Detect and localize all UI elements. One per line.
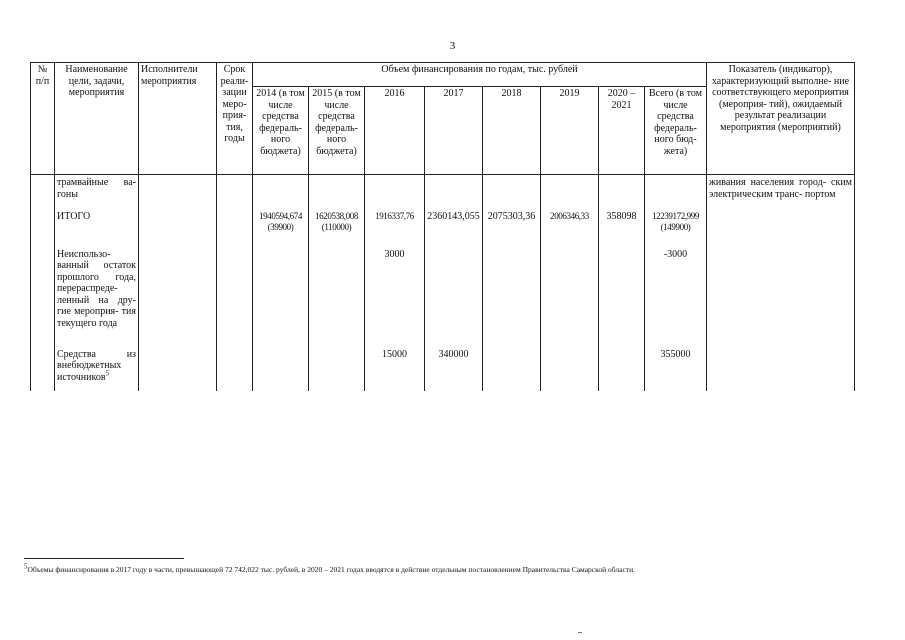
financing-table	[30, 62, 855, 391]
header-2017: 2017	[425, 87, 483, 175]
header-2014: 2014 (в том числе средства федераль- ного бюджета)	[253, 87, 309, 175]
row-total-2019: 2006346,33	[541, 211, 599, 249]
row-total-2018: 2075303,36	[483, 211, 541, 249]
row-total-2015: 1620538,008 (110000)	[309, 211, 365, 249]
table-row	[31, 211, 855, 249]
footnote	[24, 562, 635, 574]
row-total-name: ИТОГО	[55, 211, 139, 249]
footnote-text: Объемы финансирования в 2017 году в части, превышающей 72 742,022 тыс. рублей, в 2020 – 2021 годах вводятся в действие отдельным постановлением Правительства Самарской области.	[27, 565, 635, 574]
header-2020-2021: 2020 – 2021	[599, 87, 645, 175]
row-offbudget-total: 355000	[645, 349, 707, 391]
row-remainder-2016: 3000	[365, 249, 425, 349]
row-offbudget-2017: 340000	[425, 349, 483, 391]
row-total-2020-2021: 358098	[599, 211, 645, 249]
row-total-2014: 1940594,674 (39900)	[253, 211, 309, 249]
header-period: Срок реали- зации меро- прия- тия, годы	[217, 63, 253, 175]
header-executors: Исполнители мероприятия	[139, 63, 217, 175]
footnote-mark: 5	[24, 562, 28, 571]
footnote-ref: 5	[105, 369, 110, 378]
header-2015: 2015 (в том числе средства федераль- ного бюджета)	[309, 87, 365, 175]
header-2016: 2016	[365, 87, 425, 175]
row-remainder-total: -3000	[645, 249, 707, 349]
table-row	[31, 249, 855, 349]
page-number: 3	[449, 40, 456, 52]
row-offbudget-2016: 15000	[365, 349, 425, 391]
row-total-2017: 2360143,055	[425, 211, 483, 249]
row-offbudget-name: Средства из внебюджетных источников$^5$	[55, 349, 139, 391]
header-2019: 2019	[541, 87, 599, 175]
header-name: Наименование цели, задачи, мероприятия	[55, 63, 139, 175]
row-cont-indicator: живания населения город- ским электрическим транс- портом	[707, 175, 855, 211]
row-total-2016: 1916337,76	[365, 211, 425, 249]
scan-mark	[578, 632, 582, 633]
header-total: Всего (в том числе средства федераль- ного бюд- жета)	[645, 87, 707, 175]
row-cont-name: трамвайные ва- гоны	[55, 175, 139, 211]
table-row	[31, 349, 855, 391]
header-indicator: Показатель (индикатор), характеризующий выполне- ние соответствующего мероприятия (мероприя- тий), ожидаемый результат реализации мероприятия (мероприятий)	[707, 63, 855, 175]
header-funding: Объем финансирования по годам, тыс. рублей	[253, 63, 707, 87]
header-num: № п/п	[31, 63, 55, 175]
table-row	[31, 175, 855, 211]
row-total-sum: 12239172,999 (149900)	[645, 211, 707, 249]
footnote-divider	[24, 558, 184, 559]
table-header	[31, 63, 855, 175]
header-2018: 2018	[483, 87, 541, 175]
row-remainder-name: Неиспользо- ванный остаток прошлого года, перераспреде- ленный на дру- гие мероприя- тия текущего года	[55, 249, 139, 349]
